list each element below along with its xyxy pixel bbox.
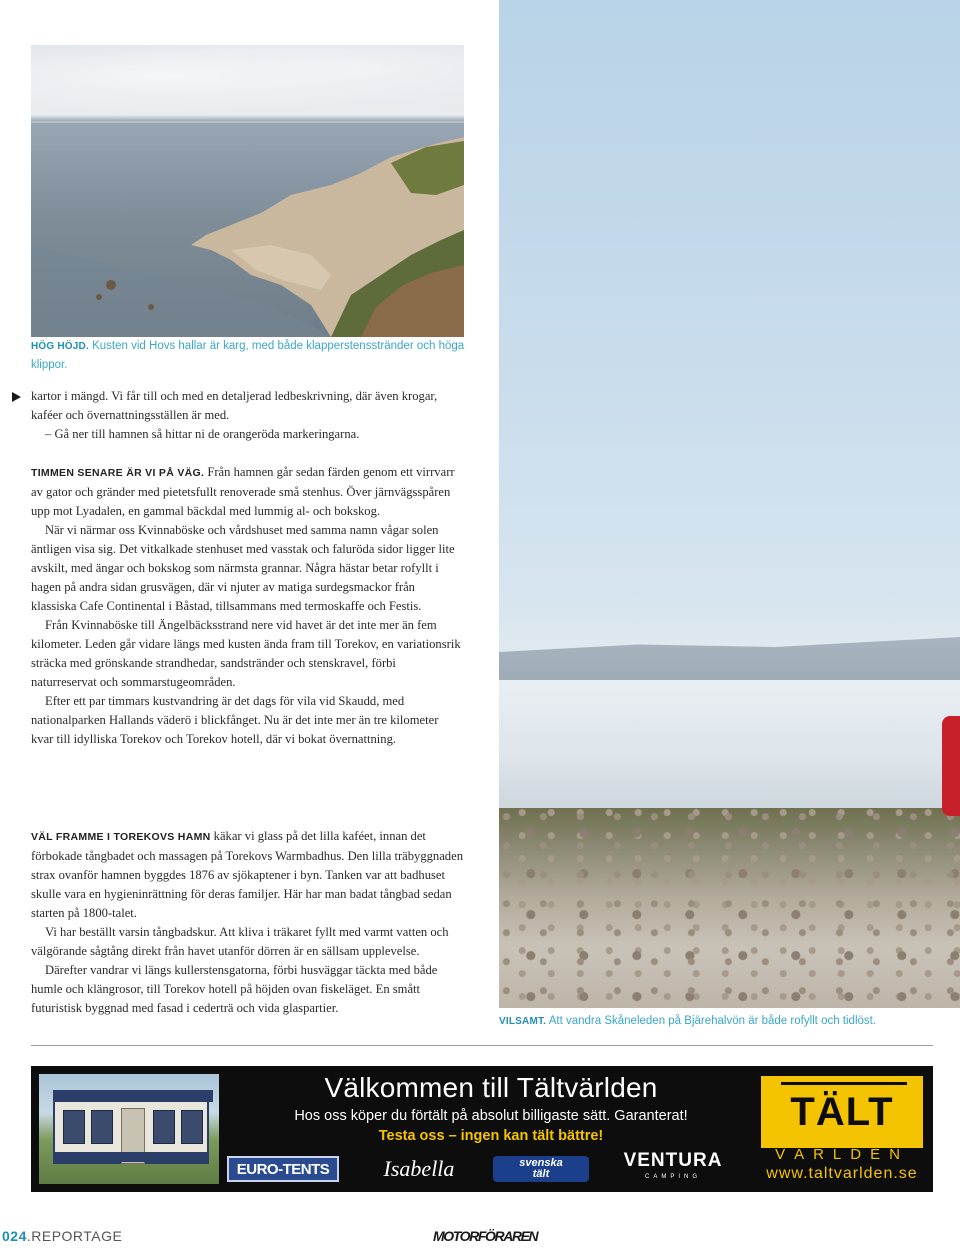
coast-photo [31,45,464,337]
article-section-2 [31,827,463,1018]
photo-sea [499,680,960,810]
taltvarlden-logo [759,1074,925,1150]
isabella-logo: Isabella [383,1156,455,1181]
logo-subword: VÄRLDEN [775,1146,909,1163]
caption-lead: HÖG HÖJD. [31,341,89,352]
caption-coast-photo [31,337,471,375]
tent-icon [53,1100,209,1164]
hiker-photo [499,0,960,1008]
euro-tents-logo: EURO-TENTS [227,1156,339,1182]
page-number: 024 [2,1228,27,1244]
paragraph: – Gå ner till hamnen så hittar ni de orangeröda markeringarna. [45,427,360,441]
paragraph: TIMMEN SENARE ÄR VI PÅ VÄG. Från hamnen går sedan färden genom ett virrvarr av gator och gränder med pietetsfullt renoverade små stenhus. Över järnvägsspåren upp mot Lyadalen, en gammal bäckdal med lummig al- och bokskog. [31,465,455,518]
svenska-talt-logo: svenska tält [493,1156,589,1182]
ad-tagline: Testa oss – ingen kan tält bättre! [378,1128,604,1144]
photo-rocky-shore [499,808,960,1008]
coast-landscape [31,45,464,337]
paragraph: Därefter vandrar vi längs kullerstensgatorna, förbi husväggar täckta med både humle och klängrosor, till Torekov hotell på höjden ovan fiskeläget. En smått futuristisk byggnad med fasad i cederträ och vida glaspartier. [31,963,438,1015]
paragraph: När vi närmar oss Kvinnaböske och vårdshuset med samma namn vågar solen äntligen visa sig. Det vitkalkade stenhuset med vasstak och faluröda sidor ligger lite avskilt, med ängar och bokskog som närmsta grannar. Några hästar betar rofyllt i hagen på andra sidan grusvägen, där vi njuter av matiga surdegsmackor från klassiska Cafe Continental i Båstad, tillsammans med termoskaffe och Festis. [31,523,455,613]
ad-banner-taltvarlden[interactable] [31,1066,933,1192]
paragraph: kartor i mängd. Vi får till och med en detaljerad ledbeskrivning, där även krogar, kaféer och övernattningsställen är med. [31,389,438,422]
magazine-masthead: MOTORFÖRAREN [433,1228,538,1244]
ad-tent-photo [39,1074,219,1184]
paragraph: Efter ett par timmars kustvandring är det dags för vila vid Skaudd, med nationalparken Hallands väderö i blickfånget. Nu är det inte mer än tre kilometer kvar till idylliska Torekov och Torekov hotell, där vi bokat övernattning. [31,694,439,746]
ad-url-link[interactable]: www.taltvarlden.se [766,1165,918,1182]
ad-subheadline: Hos oss köper du förtält på absolut billigaste sätt. Garanterat! [294,1108,688,1124]
paragraph: VÄL FRAMME I TOREKOVS HAMN käkar vi glass på det lilla kaféet, innan det förbokade tångbadet och massagen på Torekovs Warmbadhus. Den lilla träbyggnaden strax ovanför hamnen byggdes 1876 av sjökaptener i byn. Tanken var att badhuset skulle vara en hygieninrättning för deras familjer. Här har man badat tångbad sedan starten på 1800-talet. [31,829,463,920]
paragraph: Vi har beställt varsin tångbadskur. Att kliva i träkaret fyllt med varmt vatten och välgörande sågtång direkt från havet utanför dörren är en sällsam upplevelse. [31,925,449,958]
section-label: .REPORTAGE [26,1228,123,1244]
section-heading: VÄL FRAMME I TOREKOVS HAMN [31,831,211,843]
page-folio [2,1228,122,1244]
continuation-arrow-icon [12,392,21,402]
ad-headline: Välkommen till Tältvärlden [324,1072,658,1103]
photo-distant-hills [499,632,960,682]
paragraph: Från Kvinnaböske till Ängelbäcksstrand nere vid havet är det inte mer än fem kilometer. Leden går vidare längs med kusten ända fram till Torekov, en variationsrik sträcka med grönskande strandhedar, sandstränder och stenskravel, förbi naturreservat och sommarstugeområden. [31,618,461,689]
caption-text: Att vandra Skåneleden på Bjärehalvön är både rofyllt och tidlöst. [546,1015,877,1027]
caption-text: Kusten vid Hovs hallar är karg, med både klapperstensstränder och höga klippor. [31,340,465,371]
caption-lead: VILSAMT. [499,1016,547,1027]
section-heading: TIMMEN SENARE ÄR VI PÅ VÄG. [31,467,205,479]
logo-word: TÄLT [790,1090,894,1134]
hiker-figure [942,716,960,816]
ventura-camping-logo: VENTURA CAMPING [623,1150,723,1180]
article-intro [31,387,463,444]
divider [31,1045,933,1046]
caption-hiker-photo [499,1012,939,1031]
article-section-1 [31,463,463,749]
